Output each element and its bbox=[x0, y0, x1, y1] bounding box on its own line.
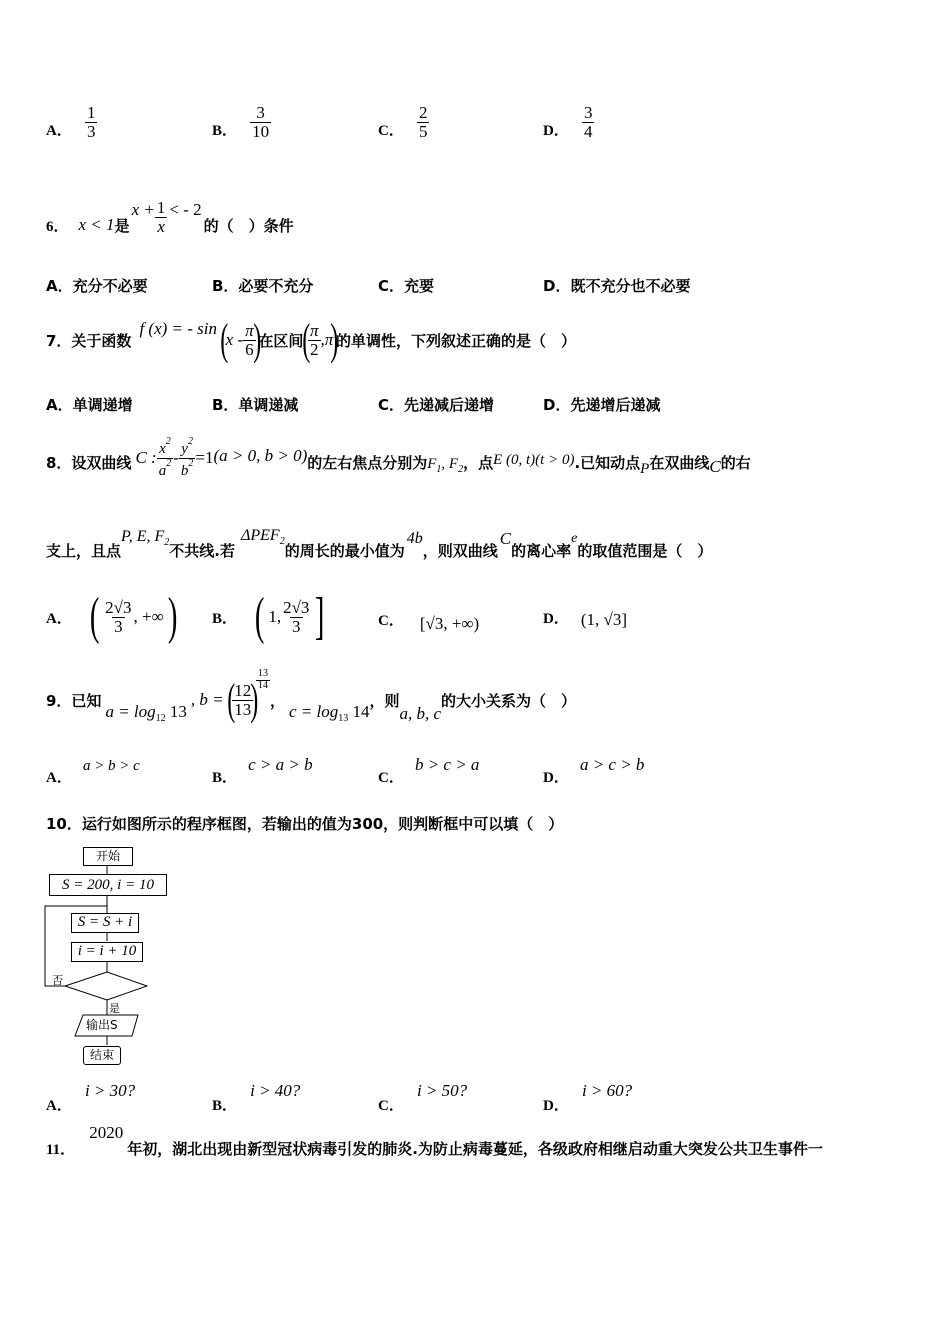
fraction: $\frac{2√3}{3}$ bbox=[283, 597, 310, 636]
q8-option-a[interactable]: A． ( $\frac{2√3}{3}$ , +∞ ) bbox=[46, 588, 178, 645]
q10-option-a[interactable]: A． i > 30? bbox=[46, 1081, 136, 1114]
q9-option-c[interactable]: C． b > c > a bbox=[378, 755, 480, 786]
q8-option-b[interactable]: B． ( 1, $\frac{2√3}{3}$ ] bbox=[212, 588, 325, 645]
q9-option-a[interactable]: A． a > b > c bbox=[46, 758, 140, 786]
option-label: D． bbox=[543, 122, 569, 139]
question-8-line-2: 支上，且点 P, E, $F_2$ 不共线.若 $\Delta PEF_2$ 的周长的最小值为 4b ，则双曲线 C 的离心率 e 的取值范围是（ ） bbox=[46, 527, 713, 560]
q6-option-a[interactable]: A．充分不必要 bbox=[46, 277, 148, 295]
flow-start: 开始 bbox=[83, 847, 133, 866]
function-expr: f (x) = - sin bbox=[139, 319, 218, 338]
left-paren: ( bbox=[220, 315, 229, 364]
question-11: 11． 2020 年初，湖北出现由新型冠状病毒引发的肺炎.为防止病毒蔓延，各级政府相继启动重大突发公共卫生事件一 bbox=[46, 1123, 823, 1158]
fraction: $\frac{1}{x}$ bbox=[156, 197, 166, 236]
q9-option-d[interactable]: D． a > c > b bbox=[543, 755, 645, 786]
left-paren: ( bbox=[89, 588, 100, 645]
fraction: $\frac{\pi}{2}$ bbox=[310, 320, 319, 359]
exponent-fraction: $\frac{13}{14}$ bbox=[257, 668, 268, 691]
right-paren: ) bbox=[252, 315, 262, 364]
fraction: $\frac{x^2}{a^2}$ bbox=[158, 435, 172, 479]
flow-output: 输出S bbox=[86, 1018, 118, 1032]
decision-diamond bbox=[65, 972, 147, 1000]
fraction: $\frac{12}{13}$ bbox=[234, 680, 252, 719]
q10-option-c[interactable]: C． i > 50? bbox=[378, 1081, 468, 1114]
q5-option-d[interactable] bbox=[543, 104, 594, 141]
question-7: 7．关于函数 f (x) = - sin ( x - $\frac{\pi}{6}$ ) 在区间 ( $\frac{\pi}{2}$ ,π ) 的单调性，下列叙述正确的是（ ） bbox=[46, 315, 576, 364]
fraction: $\frac{3}{10}$ bbox=[252, 103, 270, 141]
q6-option-d[interactable]: D．既不充分也不必要 bbox=[543, 277, 691, 295]
right-paren: ) bbox=[250, 675, 259, 724]
fraction: $\frac{3}{4}$ bbox=[583, 103, 593, 141]
question-6: 6． x < 1 是 x + $\frac{1}{x}$ < - 2 的（ ）条件 bbox=[46, 197, 294, 236]
q9-option-b[interactable]: B． c > a > b bbox=[212, 755, 313, 786]
q7-option-b[interactable]: B．单调递减 bbox=[212, 396, 299, 414]
q5-option-a[interactable] bbox=[46, 104, 97, 141]
question-8: 8．设双曲线 C : $\frac{x^2}{a^2}$ - $\frac{y^2}{b^2}$ =1 (a > 0, b > 0) 的左右焦点分别为 $F_1$, $F_2$ ，点 E (0, t)(t > 0) .已知动点 P 在双曲线 C 的右 bbox=[46, 435, 751, 479]
left-paren: ( bbox=[226, 675, 235, 724]
left-paren: ( bbox=[254, 588, 265, 645]
foci: $F_1$, $F_2$ bbox=[427, 455, 464, 475]
flow-no-label: 否 bbox=[52, 974, 63, 987]
q8-option-c[interactable]: C． [√3, +∞) bbox=[378, 612, 480, 633]
q8-option-d[interactable]: D． (1, √3] bbox=[543, 610, 627, 629]
q7-option-c[interactable]: C．先递减后递增 bbox=[378, 396, 495, 414]
condition: x < 1 bbox=[78, 215, 115, 234]
right-bracket: ] bbox=[315, 588, 325, 645]
option-label: B． bbox=[212, 122, 238, 139]
option-label: C． bbox=[378, 122, 404, 139]
question-9: 9．已知 $a = \log_{12} 13$ , b = ( $\frac{12}{13}$ ) $\frac{13}{14}$ ， $c = \log_{13} 14$ ，则 a, b, c 的大小关系为（ ） bbox=[46, 668, 577, 724]
option-label: A． bbox=[46, 122, 72, 139]
flow-step-sum: S = S + i bbox=[71, 913, 139, 933]
fraction: $\frac{2√3}{3}$ bbox=[105, 597, 132, 636]
q10-option-d[interactable]: D． i > 60? bbox=[543, 1081, 633, 1114]
flow-step-inc: i = i + 10 bbox=[71, 942, 143, 962]
q6-option-c[interactable]: C．充要 bbox=[378, 277, 435, 295]
q10-option-b[interactable]: B． i > 40? bbox=[212, 1081, 301, 1114]
fraction: $\frac{2}{5}$ bbox=[418, 103, 428, 141]
flow-end: 结束 bbox=[83, 1046, 121, 1065]
q7-option-a[interactable]: A．单调递增 bbox=[46, 396, 133, 414]
right-paren: ) bbox=[167, 588, 178, 645]
fraction: $\frac{y^2}{b^2}$ bbox=[180, 435, 194, 479]
fraction: $\frac{\pi}{6}$ bbox=[245, 320, 254, 359]
q6-option-b[interactable]: B．必要不充分 bbox=[212, 277, 314, 295]
flow-init: S = 200, i = 10 bbox=[49, 874, 167, 896]
fraction: $\frac{1}{3}$ bbox=[86, 103, 96, 141]
flow-yes-label: 是 bbox=[109, 1002, 120, 1015]
q5-option-b[interactable] bbox=[212, 104, 271, 141]
left-paren: ( bbox=[302, 315, 311, 364]
q7-option-d[interactable]: D．先递增后递减 bbox=[543, 396, 661, 414]
question-10: 10．运行如图所示的程序框图，若输出的值为300，则判断框中可以填（ ） bbox=[46, 815, 564, 833]
right-paren: ) bbox=[330, 315, 339, 364]
q5-option-c[interactable] bbox=[378, 104, 429, 141]
